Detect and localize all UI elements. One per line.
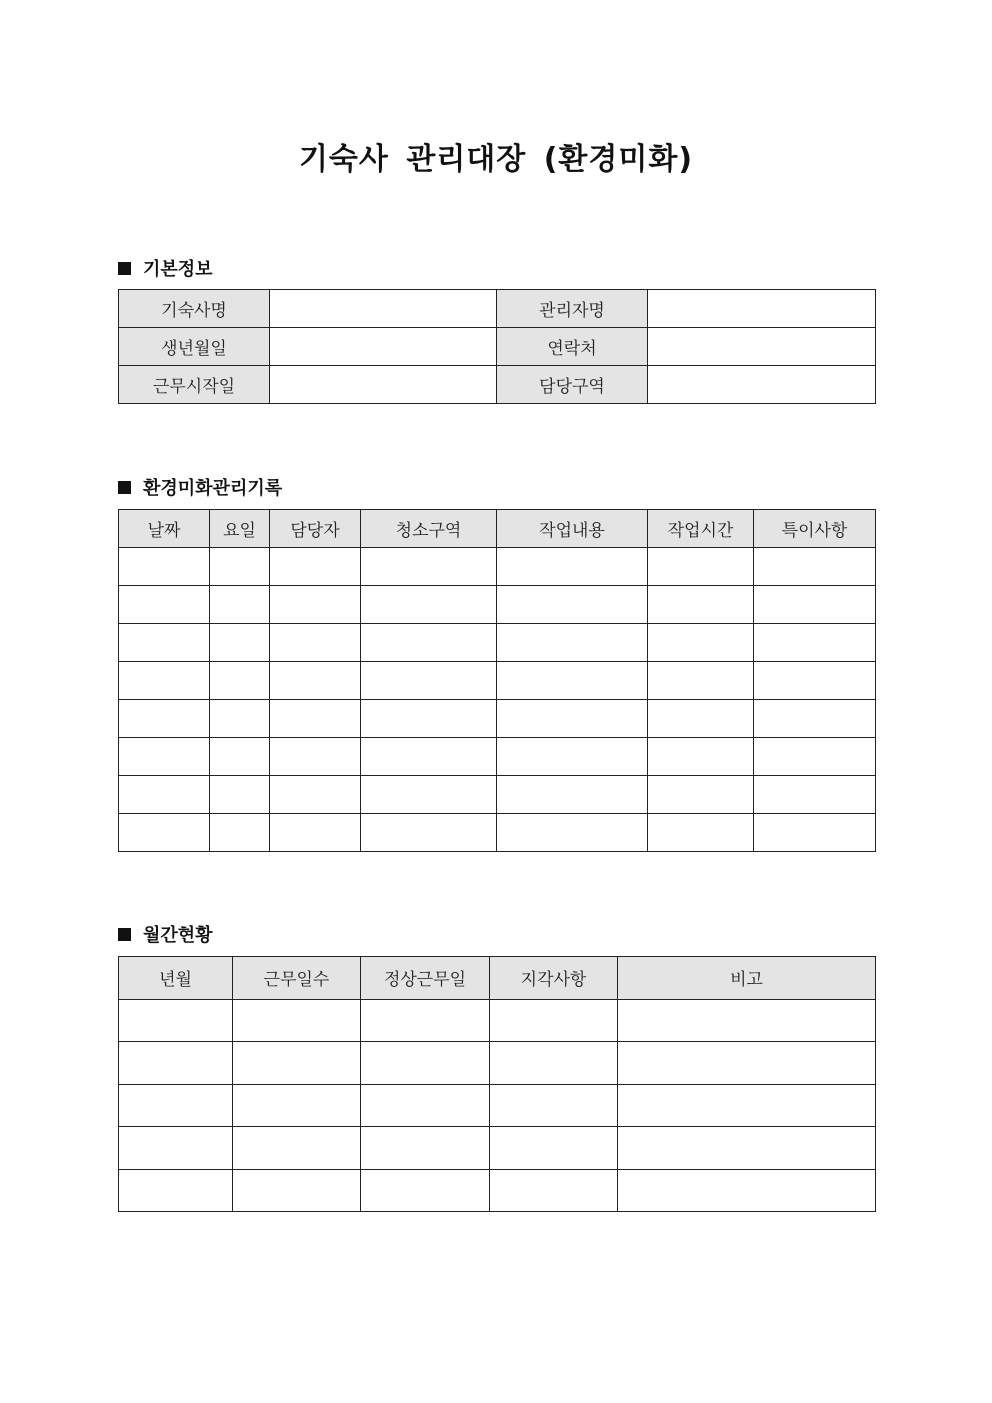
section-heading-monthly [118,921,213,947]
table-row [119,700,876,738]
column-header-person: 담당자 [270,510,361,548]
table-cell[interactable] [119,776,210,814]
table-cell[interactable] [754,814,876,852]
table-cell[interactable] [361,548,497,586]
table-row [119,814,876,852]
table-cell[interactable] [270,738,361,776]
table-cell[interactable] [233,1127,361,1170]
field-work-start[interactable] [270,366,497,404]
table-header-row [119,957,876,1000]
table-cell[interactable] [270,814,361,852]
table-cell[interactable] [119,738,210,776]
table-cell[interactable] [754,738,876,776]
table-cell[interactable] [648,662,754,700]
table-cell[interactable] [361,586,497,624]
column-header-workdays: 근무일수 [233,957,361,1000]
table-cell[interactable] [648,776,754,814]
table-cell[interactable] [648,700,754,738]
basic-info-table [118,289,876,404]
table-cell[interactable] [618,1084,876,1127]
table-cell[interactable] [618,999,876,1042]
table-cell[interactable] [497,662,648,700]
monthly-table-body [119,999,876,1212]
table-cell[interactable] [119,700,210,738]
section-heading-env [118,474,282,500]
square-bullet-icon [118,928,131,941]
table-cell[interactable] [490,1084,618,1127]
table-cell[interactable] [119,814,210,852]
table-cell[interactable] [497,700,648,738]
section-heading-basic-label: 기본정보 [143,259,213,280]
table-cell[interactable] [490,1169,618,1212]
table-row [119,776,876,814]
table-cell[interactable] [497,586,648,624]
table-row [119,1084,876,1127]
column-header-notes: 특이사항 [754,510,876,548]
table-cell[interactable] [497,776,648,814]
table-cell[interactable] [648,548,754,586]
table-cell[interactable] [270,700,361,738]
table-cell[interactable] [361,1169,490,1212]
table-cell[interactable] [754,662,876,700]
table-cell[interactable] [119,1084,233,1127]
table-cell[interactable] [233,999,361,1042]
table-cell[interactable] [754,624,876,662]
square-bullet-icon [118,262,131,275]
table-cell[interactable] [361,1042,490,1085]
table-row [119,328,876,366]
table-cell[interactable] [119,624,210,662]
table-cell[interactable] [618,1169,876,1212]
table-cell[interactable] [270,776,361,814]
table-cell[interactable] [754,776,876,814]
table-cell[interactable] [361,776,497,814]
table-cell[interactable] [618,1042,876,1085]
table-row [119,1127,876,1170]
label-dorm-name: 기숙사명 [119,290,270,328]
table-cell[interactable] [119,1042,233,1085]
page-title: 기숙사 관리대장 (환경미화) [298,142,694,177]
column-header-task: 작업내용 [497,510,648,548]
table-cell[interactable] [119,1127,233,1170]
table-cell[interactable] [361,814,497,852]
table-cell[interactable] [361,1127,490,1170]
field-dorm-name[interactable] [270,290,497,328]
table-cell[interactable] [210,776,270,814]
table-row [119,366,876,404]
table-row [119,586,876,624]
table-cell[interactable] [233,1169,361,1212]
table-cell[interactable] [210,738,270,776]
table-row [119,1169,876,1212]
table-cell[interactable] [119,586,210,624]
table-cell[interactable] [210,814,270,852]
monthly-status-table [118,956,876,1212]
section-heading-basic [118,255,213,281]
column-header-time: 작업시간 [648,510,754,548]
table-cell[interactable] [233,1084,361,1127]
label-contact: 연락처 [497,328,648,366]
table-cell[interactable] [497,624,648,662]
table-cell[interactable] [361,662,497,700]
table-cell[interactable] [618,1127,876,1170]
label-work-start: 근무시작일 [119,366,270,404]
table-cell[interactable] [648,814,754,852]
table-cell[interactable] [497,738,648,776]
table-cell[interactable] [490,999,618,1042]
table-row [119,999,876,1042]
table-cell[interactable] [270,586,361,624]
column-header-late: 지각사항 [490,957,618,1000]
table-cell[interactable] [754,700,876,738]
table-cell[interactable] [270,662,361,700]
square-bullet-icon [118,481,131,494]
table-cell[interactable] [119,1169,233,1212]
label-area: 담당구역 [497,366,648,404]
table-cell[interactable] [490,1042,618,1085]
table-cell[interactable] [754,548,876,586]
table-cell[interactable] [210,548,270,586]
label-manager-name: 관리자명 [497,290,648,328]
table-row [119,662,876,700]
table-cell[interactable] [497,548,648,586]
section-heading-env-label: 환경미화관리기록 [143,478,283,499]
column-header-area: 청소구역 [361,510,497,548]
table-cell[interactable] [270,624,361,662]
table-cell[interactable] [648,586,754,624]
table-cell[interactable] [754,586,876,624]
table-cell[interactable] [210,700,270,738]
column-header-weekday: 요일 [210,510,270,548]
field-area[interactable] [648,366,876,404]
table-cell[interactable] [648,738,754,776]
label-birth-date: 생년월일 [119,328,270,366]
table-cell[interactable] [233,1042,361,1085]
table-cell[interactable] [270,548,361,586]
table-cell[interactable] [497,814,648,852]
table-header-row [119,510,876,548]
env-record-table [118,509,876,852]
table-cell[interactable] [361,738,497,776]
table-cell[interactable] [648,624,754,662]
table-cell[interactable] [361,624,497,662]
column-header-date: 날짜 [119,510,210,548]
table-cell[interactable] [210,624,270,662]
table-cell[interactable] [119,999,233,1042]
table-row [119,1042,876,1085]
table-cell[interactable] [361,999,490,1042]
env-table-body [119,548,876,852]
table-row [119,290,876,328]
field-manager-name[interactable] [648,290,876,328]
table-cell[interactable] [210,662,270,700]
table-cell[interactable] [119,662,210,700]
table-row [119,738,876,776]
table-cell[interactable] [119,548,210,586]
column-header-month: 년월 [119,957,233,1000]
column-header-remarks: 비고 [618,957,876,1000]
field-contact[interactable] [648,328,876,366]
table-row [119,624,876,662]
table-cell[interactable] [361,1084,490,1127]
field-birth-date[interactable] [270,328,497,366]
table-row [119,548,876,586]
table-cell[interactable] [361,700,497,738]
table-cell[interactable] [210,586,270,624]
table-cell[interactable] [490,1127,618,1170]
column-header-normal-days: 정상근무일 [361,957,490,1000]
section-heading-monthly-label: 월간현황 [143,925,213,946]
